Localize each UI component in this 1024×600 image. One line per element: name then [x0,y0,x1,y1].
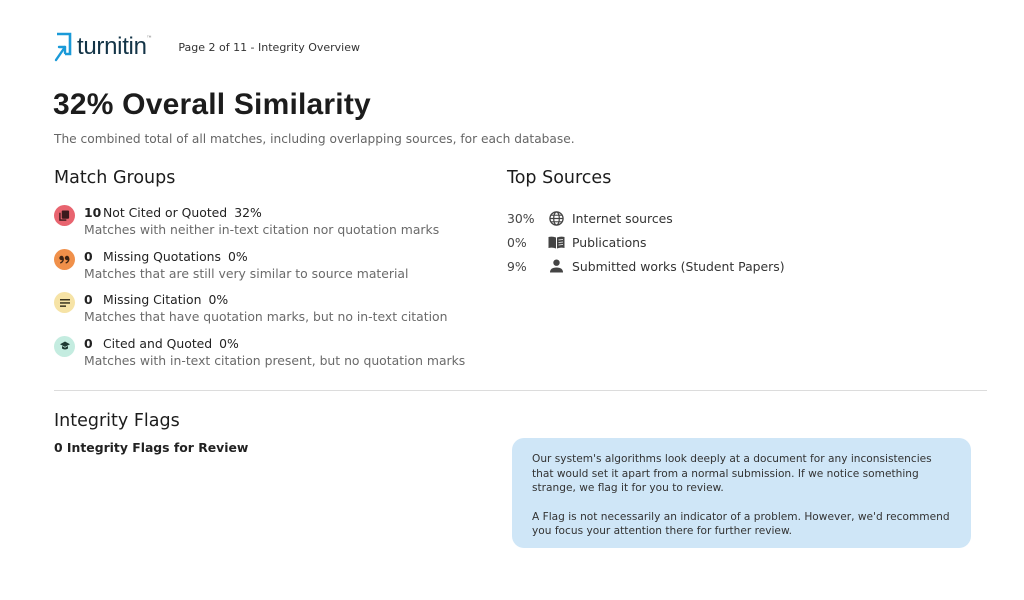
match-count: 0 [84,248,93,264]
source-percent: 0% [507,234,527,250]
top-sources-heading: Top Sources [507,168,612,188]
match-description: Matches that are still very similar to source material [84,265,409,281]
match-label: Not Cited or Quoted [103,205,228,220]
book-icon [547,233,565,251]
match-percent: 0% [219,335,239,351]
turnitin-logo-icon [53,32,73,62]
match-description: Matches with neither in-text citation nor quotation marks [84,222,440,237]
info-paragraph: Our system's algorithms look deeply at a document for any inconsistencies that would set it apart from a normal submission. If we notice something strange, we flag it for you to review. [532,453,932,494]
source-label: Internet sources [572,210,673,226]
logo-wordmark: turnitin™ [77,33,152,60]
match-groups-heading: Match Groups [54,168,176,188]
match-label: Missing Quotations [103,248,221,264]
match-count: 0 [84,335,93,351]
quote-icon [54,249,75,270]
match-label: Missing Citation [103,292,202,307]
match-group-item[interactable] [54,291,474,335]
match-description: Matches with in-text citation present, but no quotation marks [84,352,466,368]
match-percent: 32% [234,205,262,220]
match-percent: 0% [208,292,229,307]
person-icon [547,257,565,275]
match-groups-list [54,204,474,378]
match-group-item[interactable] [54,204,474,248]
source-item[interactable] [507,254,785,278]
match-count: 10 [84,205,102,220]
graduation-cap-icon [54,336,75,357]
globe-icon [547,209,565,227]
match-percent: 0% [227,248,248,264]
lines-icon [54,292,75,313]
match-group-item[interactable] [54,248,474,292]
match-description: Matches that have quotation marks, but no in-text citation [84,309,448,324]
info-paragraph: A Flag is not necessarily an indicator of a problem. However, we'd recommend you focus your attention there for further review. [532,510,950,537]
page-info: Page 2 of 11 - Integrity Overview [178,40,360,54]
match-count: 0 [84,292,93,307]
page-subtitle: The combined total of all matches, including overlapping sources, for each database. [54,132,575,146]
source-percent: 9% [507,258,527,274]
match-group-item[interactable] [54,335,474,379]
integrity-flags-info-box [512,438,971,548]
top-sources-list [507,206,785,278]
integrity-flags-count: 0 Integrity Flags for Review [54,440,249,455]
match-label: Cited and Quoted [103,335,213,351]
source-label: Publications [572,234,647,250]
integrity-flags-heading: Integrity Flags [54,411,180,431]
source-item[interactable] [507,206,785,230]
source-percent: 30% [507,210,535,226]
source-item[interactable] [507,230,785,254]
section-divider [54,390,987,391]
copy-icon [54,205,75,226]
turnitin-logo [53,32,151,62]
page-title: 32% Overall Similarity [53,88,371,121]
source-label: Submitted works (Student Papers) [572,258,785,274]
header [53,32,360,62]
